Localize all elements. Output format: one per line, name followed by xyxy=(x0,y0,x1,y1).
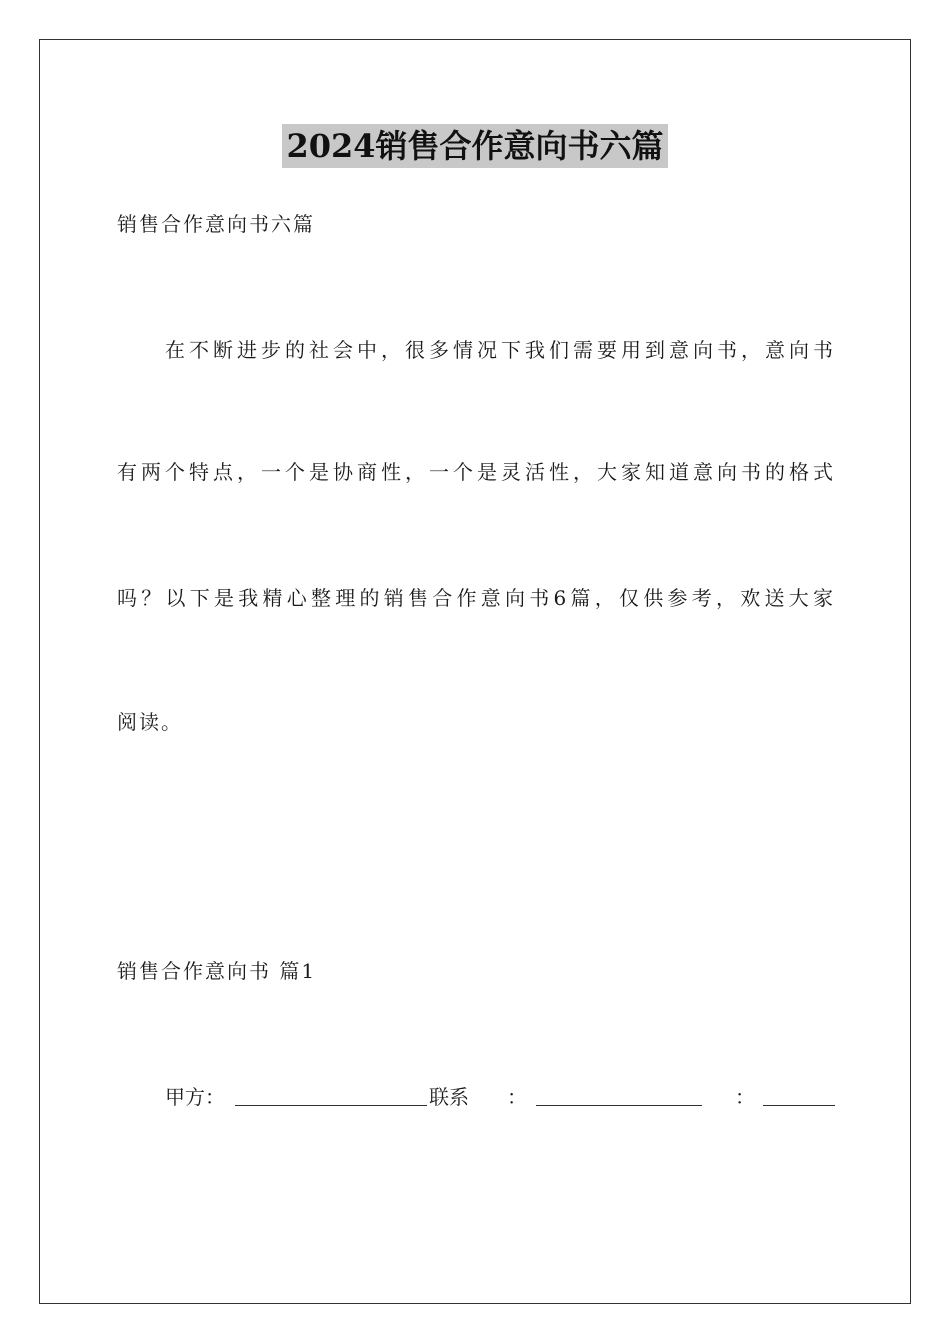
party-a-blank[interactable] xyxy=(235,1083,427,1106)
intro-line-1: 在不断进步的社会中，很多情况下我们需要用到意向书，意向书 xyxy=(165,338,833,362)
contact-blank[interactable] xyxy=(536,1083,702,1106)
title-container xyxy=(0,124,950,168)
second-colon: ： xyxy=(735,1085,755,1109)
second-blank[interactable] xyxy=(763,1083,835,1106)
section-heading: 销售合作意向书 篇1 xyxy=(117,959,317,983)
contact-label: 联系 xyxy=(429,1085,469,1109)
contact-colon: ： xyxy=(507,1085,527,1109)
document-title: 2024销售合作意向书六篇 xyxy=(282,124,667,168)
party-a-label: 甲方： xyxy=(165,1085,225,1109)
party-info-row xyxy=(165,1083,837,1111)
intro-line-4: 阅读。 xyxy=(117,710,183,734)
document-subtitle: 销售合作意向书六篇 xyxy=(117,212,315,236)
intro-line-3: 吗？以下是我精心整理的销售合作意向书6篇，仅供参考，欢送大家 xyxy=(117,586,833,610)
intro-line-2: 有两个特点，一个是协商性，一个是灵活性，大家知道意向书的格式 xyxy=(117,460,833,484)
